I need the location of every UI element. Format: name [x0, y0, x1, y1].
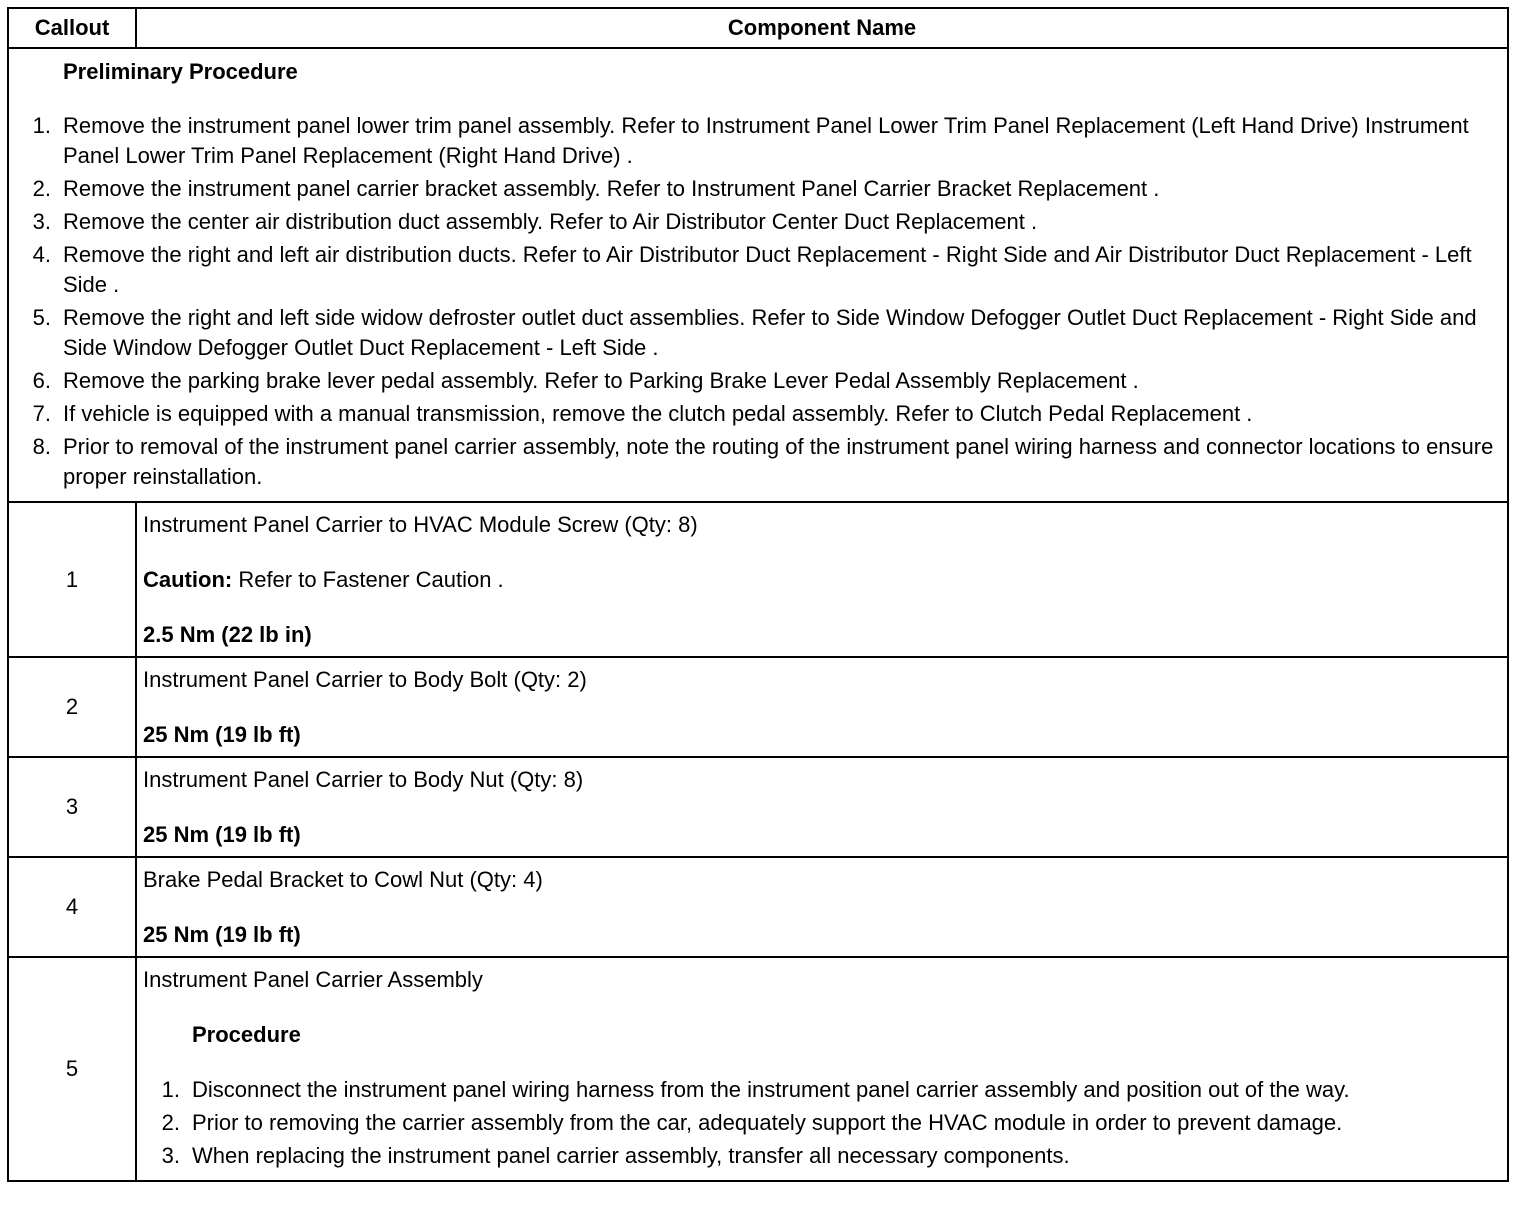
- caution-text: Refer to Fastener Caution .: [232, 567, 504, 592]
- callout-number: 2: [8, 657, 136, 757]
- step-number: 1.: [32, 113, 51, 138]
- step-text: Remove the instrument panel carrier bracket assembly. Refer to Instrument Panel Carrier Bracket Replacement .: [63, 176, 1160, 201]
- step-text: When replacing the instrument panel carrier assembly, transfer all necessary components.: [192, 1143, 1070, 1168]
- component-name: Brake Pedal Bracket to Cowl Nut (Qty: 4): [143, 867, 543, 892]
- table-row: [8, 757, 1508, 857]
- component-cell: [136, 957, 1508, 1181]
- torque-spec: 25 Nm (19 lb ft): [143, 822, 301, 847]
- preliminary-step: [15, 111, 1501, 171]
- preliminary-steps: [15, 111, 1501, 492]
- component-name: Instrument Panel Carrier Assembly: [143, 967, 483, 992]
- callout-number: 4: [8, 857, 136, 957]
- torque-spec: 2.5 Nm (22 lb in): [143, 622, 312, 647]
- step-number: 2.: [161, 1110, 180, 1135]
- procedure-step: [143, 1075, 1501, 1105]
- step-text: If vehicle is equipped with a manual transmission, remove the clutch pedal assembly. Refer to Clutch Pedal Replacement .: [63, 401, 1253, 426]
- preliminary-step: [15, 366, 1501, 396]
- preliminary-row: [8, 48, 1508, 502]
- step-text: Remove the right and left side widow defroster outlet duct assemblies. Refer to Side Window Defogger Outlet Duct Replacement - Right Side and Side Window Defogger Outlet Duct Replacement - Left Side .: [63, 305, 1477, 360]
- step-text: Prior to removal of the instrument panel carrier assembly, note the routing of the instrument panel wiring harness and connector locations to ensure proper reinstallation.: [63, 434, 1494, 489]
- procedure-title: Procedure: [192, 1022, 301, 1047]
- step-text: Remove the instrument panel lower trim panel assembly. Refer to Instrument Panel Lower Trim Panel Replacement (Left Hand Drive) Instrument Panel Lower Trim Panel Replacement (Right Hand Drive) .: [63, 113, 1469, 168]
- component-name-header: Component Name: [136, 8, 1508, 48]
- table-row: [8, 657, 1508, 757]
- step-text: Remove the parking brake lever pedal assembly. Refer to Parking Brake Lever Pedal Assembly Replacement .: [63, 368, 1139, 393]
- caution-label: Caution:: [143, 567, 233, 592]
- component-cell: [136, 857, 1508, 957]
- component-name: Instrument Panel Carrier to HVAC Module Screw (Qty: 8): [143, 512, 698, 537]
- step-text: Remove the center air distribution duct assembly. Refer to Air Distributor Center Duct Replacement .: [63, 209, 1038, 234]
- callout-number: 1: [8, 502, 136, 657]
- preliminary-procedure-title: Preliminary Procedure: [63, 59, 298, 84]
- callout-number: 5: [8, 957, 136, 1181]
- caution-note: [143, 565, 1501, 595]
- step-text: Remove the right and left air distribution ducts. Refer to Air Distributor Duct Replacement - Right Side and Air Distributor Duct Replacement - Left Side .: [63, 242, 1472, 297]
- procedure-steps: [143, 1075, 1501, 1171]
- component-cell: [136, 657, 1508, 757]
- table-row: [8, 502, 1508, 657]
- step-text: Prior to removing the carrier assembly from the car, adequately support the HVAC module in order to prevent damage.: [192, 1110, 1343, 1135]
- preliminary-step: [15, 432, 1501, 492]
- table-row: [8, 857, 1508, 957]
- preliminary-step: [15, 207, 1501, 237]
- component-name: Instrument Panel Carrier to Body Bolt (Qty: 2): [143, 667, 587, 692]
- torque-spec: 25 Nm (19 lb ft): [143, 922, 301, 947]
- step-number: 3.: [161, 1143, 180, 1168]
- preliminary-step: [15, 303, 1501, 363]
- component-cell: [136, 502, 1508, 657]
- step-number: 8.: [32, 434, 51, 459]
- step-number: 7.: [32, 401, 51, 426]
- table-row: [8, 957, 1508, 1181]
- component-name: Instrument Panel Carrier to Body Nut (Qty: 8): [143, 767, 584, 792]
- component-table: [7, 7, 1509, 1182]
- step-number: 1.: [161, 1077, 180, 1102]
- component-cell: [136, 757, 1508, 857]
- procedure-step: [143, 1108, 1501, 1138]
- step-text: Disconnect the instrument panel wiring harness from the instrument panel carrier assembly and position out of the way.: [192, 1077, 1350, 1102]
- step-number: 4.: [32, 242, 51, 267]
- torque-spec: 25 Nm (19 lb ft): [143, 722, 301, 747]
- callout-header: Callout: [8, 8, 136, 48]
- step-number: 6.: [32, 368, 51, 393]
- header-row: [8, 8, 1508, 48]
- preliminary-step: [15, 174, 1501, 204]
- preliminary-step: [15, 399, 1501, 429]
- procedure-step: [143, 1141, 1501, 1171]
- callout-number: 3: [8, 757, 136, 857]
- preliminary-procedure: [8, 48, 1508, 502]
- step-number: 5.: [32, 305, 51, 330]
- step-number: 2.: [32, 176, 51, 201]
- step-number: 3.: [32, 209, 51, 234]
- document-page: [7, 7, 1507, 1182]
- preliminary-step: [15, 240, 1501, 300]
